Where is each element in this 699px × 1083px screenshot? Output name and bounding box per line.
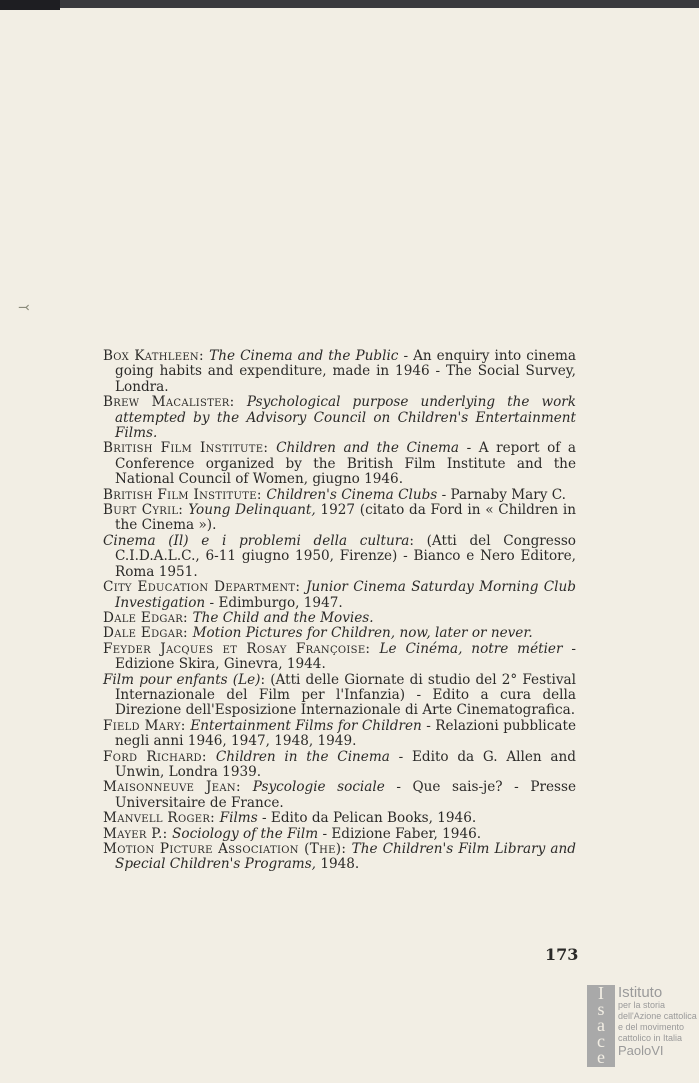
entry-title: Le Cinéma, notre métier <box>379 640 563 657</box>
bibliography-entry <box>103 503 576 534</box>
bibliography-entry <box>103 611 576 626</box>
bibliography-entry <box>103 811 576 826</box>
entry-title: Psychological purpose underlying the work attempted by the Advisory Council on Children's Entertainment Films. <box>115 394 577 442</box>
bibliography-entry <box>103 842 576 873</box>
bibliography-entry <box>103 719 576 750</box>
entry-title: Sociology of the Film <box>172 825 319 842</box>
entry-author: British Film Institute: <box>103 440 277 457</box>
entry-author: Burt Cyril: <box>103 502 189 519</box>
entry-author: Ford Richard: <box>103 748 216 765</box>
entry-title: The Child and the Movies. <box>192 609 374 626</box>
entry-details: 1948. <box>316 856 360 873</box>
bibliography-entry <box>103 534 576 580</box>
entry-title: The Cinema and the Public <box>209 348 399 364</box>
entry-author: Mayer P.: <box>103 825 173 842</box>
entry-title: Films <box>219 810 258 827</box>
margin-mark: ⤙ <box>18 300 30 316</box>
page-number: 173 <box>545 945 579 964</box>
entry-author: Brew Macalister: <box>103 394 247 411</box>
entry-title: Film pour enfants (Le) <box>103 671 261 688</box>
bibliography-entry <box>103 827 576 842</box>
entry-title: Psycologie sociale <box>252 779 385 796</box>
entry-author: Manvell Roger: <box>103 810 220 827</box>
entry-author: Motion Picture Association (The): <box>103 841 352 857</box>
entry-details: - Edito da Pelican Books, 1946. <box>257 810 477 827</box>
entry-details: - Edito da G. Allen and Unwin, Londra 1939. <box>115 748 576 780</box>
logo-letters: I s a c e m <box>587 985 615 1067</box>
entry-title: Children and the Cinema <box>276 440 460 457</box>
bibliography-entry <box>103 673 576 719</box>
entry-title: Young Delinquant, <box>188 502 316 519</box>
entry-author: City Education Department: <box>103 579 306 596</box>
bibliography-entry <box>103 750 576 781</box>
entry-details: - An enquiry into cinema going habits and expenditure, made in 1946 - The Social Survey, Londra. <box>115 348 576 395</box>
entry-author: Box Kathleen: <box>103 348 210 364</box>
entry-author: Feyder Jacques et Rosay Françoise: <box>103 640 380 657</box>
entry-details: 1927 (citato da Ford in « Children in the Cinema »). <box>115 502 576 534</box>
entry-title: Entertainment Films for Children <box>190 717 422 734</box>
entry-title: Children in the Cinema <box>215 748 390 765</box>
entry-details: - Que sais-je? - Presse Universitaire de France. <box>115 779 577 811</box>
entry-title: Cinema (Il) e i problemi della cultura <box>103 532 410 549</box>
logo-text: Istituto per la storia dell'Azione cattolica e del movimento cattolico in Italia PaoloVI <box>618 984 697 1058</box>
bibliography-entry <box>103 580 576 611</box>
entry-details: : (Atti delle Giornate di studio del 2° Festival Internazionale del Film per l'Infanzia) - Edito a cura della Direzione dell'Esposizione Internazionale di Arte Cinematografica. <box>115 671 576 719</box>
entry-author: Field Mary: <box>103 717 191 734</box>
scan-edge <box>0 0 699 8</box>
entry-title: Children's Cinema Clubs <box>266 486 438 503</box>
scan-edge-dark <box>0 0 60 10</box>
bibliography-entry <box>103 441 576 487</box>
entry-details: - Edimburgo, 1947. <box>205 594 343 611</box>
entry-title: Motion Pictures for Children, now, later or never. <box>192 625 533 642</box>
bibliography-entry <box>103 349 576 395</box>
entry-author: Dale Edgar: <box>103 625 193 642</box>
entry-title: The Children's Film Library and Special Children's Programs, <box>115 841 576 873</box>
entry-details: - Edizione Faber, 1946. <box>318 825 482 842</box>
entry-details: - Relazioni pubblicate negli anni 1946, 1947, 1948, 1949. <box>115 717 576 750</box>
entry-author: British Film Institute: <box>103 486 267 503</box>
entry-author: Dale Edgar: <box>103 609 193 626</box>
entry-details: - A report of a Conference organized by the British Film Institute and the National Council of Women, giugno 1946. <box>115 440 576 488</box>
bibliography-entry <box>103 626 576 641</box>
bibliography-entry <box>103 488 576 503</box>
entry-details: - Parnaby Mary C. <box>437 486 566 503</box>
entry-details: : (Atti del Congresso C.I.D.A.L.C., 6-11 giugno 1950, Firenze) - Bianco e Nero Editore, Roma 1951. <box>115 532 576 580</box>
entry-title: Junior Cinema Saturday Morning Club Investigation <box>115 579 576 611</box>
entry-details: - Edizione Skira, Ginevra, 1944. <box>115 640 576 673</box>
bibliography-entry <box>103 395 576 441</box>
bibliography-list <box>103 349 576 873</box>
isacem-watermark-logo <box>587 983 697 1083</box>
entry-author: Maisonneuve Jean: <box>103 779 253 796</box>
bibliography-entry <box>103 642 576 673</box>
bibliography-entry <box>103 780 576 811</box>
